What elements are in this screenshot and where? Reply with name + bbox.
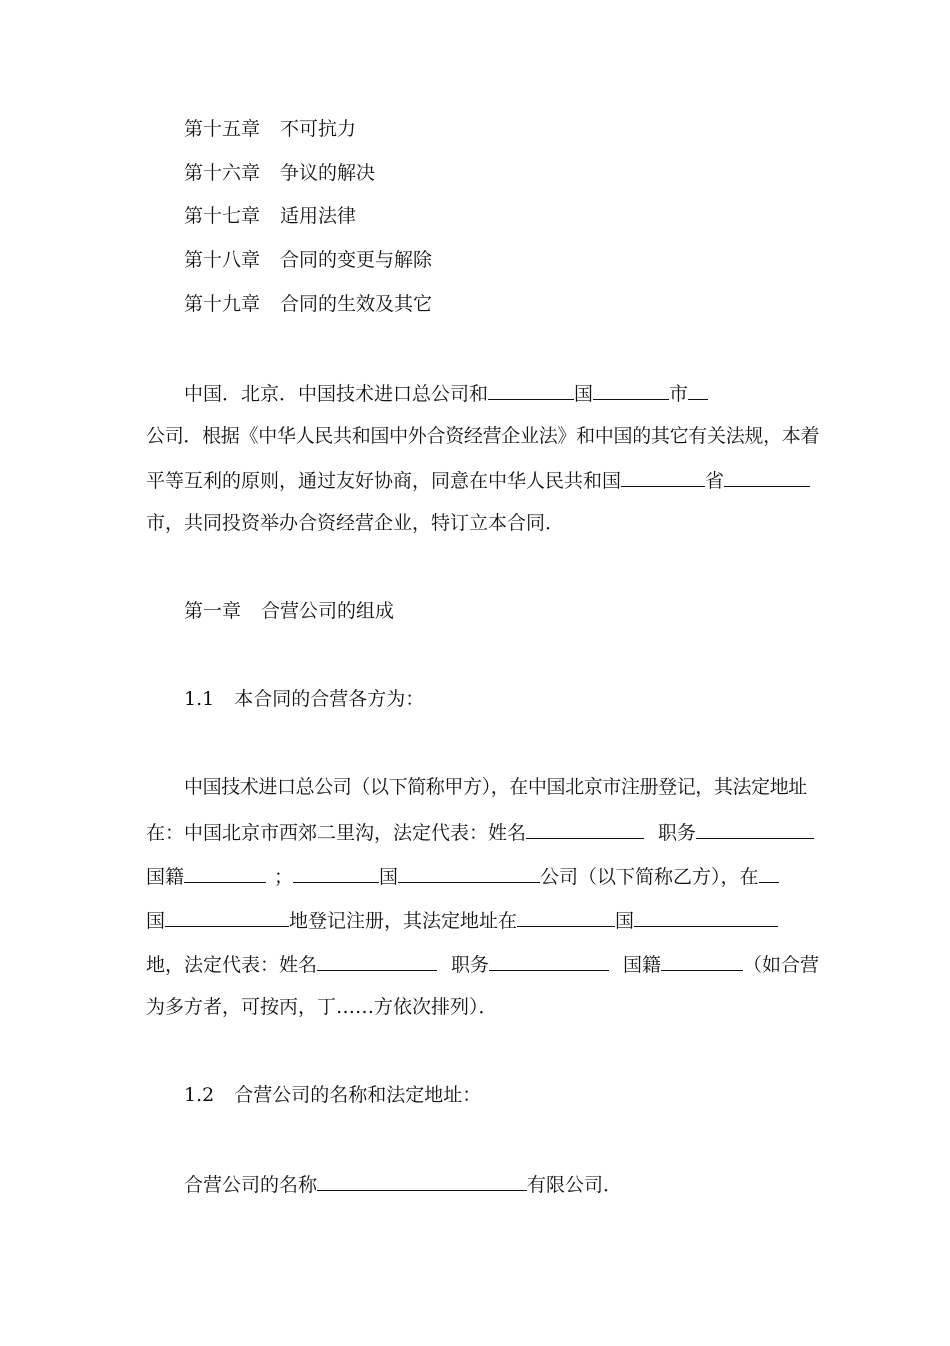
- text: 国籍: [623, 954, 662, 976]
- blank-field: [293, 863, 379, 883]
- toc-title: 争议的解决: [280, 162, 376, 184]
- toc-title: 合同的生效及其它: [280, 293, 433, 315]
- preamble-line: [146, 467, 810, 493]
- parties-line: [146, 907, 778, 933]
- text: ；: [274, 866, 294, 888]
- text: 市，共同投资举办合资经营企业，特订立本合同．: [146, 512, 565, 534]
- toc-chapter: 第十六章: [184, 162, 261, 184]
- text: 公司．根据《中华人民共和国中外合资经营企业法》和中国的其它有关法规，本着: [146, 425, 820, 447]
- section-heading: [184, 1083, 481, 1107]
- blank-field: [489, 951, 609, 971]
- blank-field: [759, 863, 779, 883]
- text: 中国．北京．中国技术进口总公司和: [184, 383, 489, 405]
- blank-field: [621, 467, 705, 487]
- parties-line: [146, 951, 819, 977]
- text: 国: [574, 383, 594, 405]
- toc-item: [184, 248, 432, 272]
- text: 职务: [451, 954, 490, 976]
- section-heading: [184, 687, 424, 711]
- chapter-heading: [184, 599, 394, 623]
- toc-item: [184, 117, 356, 141]
- parties-line: [146, 863, 779, 889]
- blank-field: [661, 951, 743, 971]
- section-number: 1.2: [184, 1084, 215, 1106]
- text: 省: [705, 470, 725, 492]
- toc-title: 不可抗力: [280, 118, 357, 140]
- chapter-title: 合营公司的组成: [261, 600, 395, 622]
- blank-field: [398, 863, 540, 883]
- toc-chapter: 第十八章: [184, 249, 261, 271]
- blank-field: [165, 907, 289, 927]
- blank-field: [488, 380, 574, 400]
- preamble-line: [184, 380, 708, 406]
- parties-line: [146, 819, 814, 845]
- blank-field: [317, 1171, 527, 1191]
- text: 市: [669, 383, 689, 405]
- toc-item: [184, 204, 356, 228]
- toc-chapter: 第十七章: [184, 205, 261, 227]
- parties-line: [146, 995, 498, 1019]
- company-name-line: [184, 1171, 622, 1197]
- text: 公司（以下简称乙方），在: [540, 866, 759, 888]
- toc-title: 适用法律: [280, 205, 357, 227]
- text: （如合营: [743, 954, 820, 976]
- section-number: 1.1: [184, 688, 215, 710]
- toc-title: 合同的变更与解除: [280, 249, 433, 271]
- blank-field: [634, 907, 778, 927]
- preamble-line: [146, 424, 819, 448]
- text: 职务: [658, 822, 697, 844]
- text: 平等互利的原则，通过友好协商，同意在中华人民共和国: [146, 470, 622, 492]
- blank-field: [517, 907, 615, 927]
- toc-item: [184, 292, 432, 316]
- text: 合营公司的名称: [184, 1174, 318, 1196]
- blank-field: [184, 863, 266, 883]
- text: 有限公司．: [527, 1174, 623, 1196]
- text: 地，法定代表：姓名: [146, 954, 318, 976]
- parties-line: [184, 775, 807, 799]
- toc-chapter: 第十九章: [184, 293, 261, 315]
- text: 国: [379, 866, 399, 888]
- text: 地登记注册，其法定地址在: [289, 910, 518, 932]
- text: 在：中国北京市西郊二里沟，法定代表：姓名: [146, 822, 527, 844]
- section-title: 本合同的合营各方为：: [234, 688, 425, 710]
- toc-item: [184, 161, 375, 185]
- preamble-line: [146, 511, 564, 535]
- blank-field: [696, 819, 814, 839]
- text: 国: [146, 910, 166, 932]
- section-title: 合营公司的名称和法定地址：: [234, 1084, 482, 1106]
- blank-field: [526, 819, 644, 839]
- blank-field: [593, 380, 669, 400]
- blank-field: [724, 467, 810, 487]
- toc-chapter: 第十五章: [184, 118, 261, 140]
- text: 国: [615, 910, 635, 932]
- blank-field: [688, 380, 708, 400]
- blank-field: [317, 951, 437, 971]
- text: 中国技术进口总公司（以下简称甲方），在中国北京市注册登记，其法定地址: [184, 776, 807, 798]
- text: 为多方者，可按丙，丁……方依次排列）．: [146, 996, 498, 1018]
- chapter-number: 第一章: [184, 600, 242, 622]
- text: 国籍: [146, 866, 185, 888]
